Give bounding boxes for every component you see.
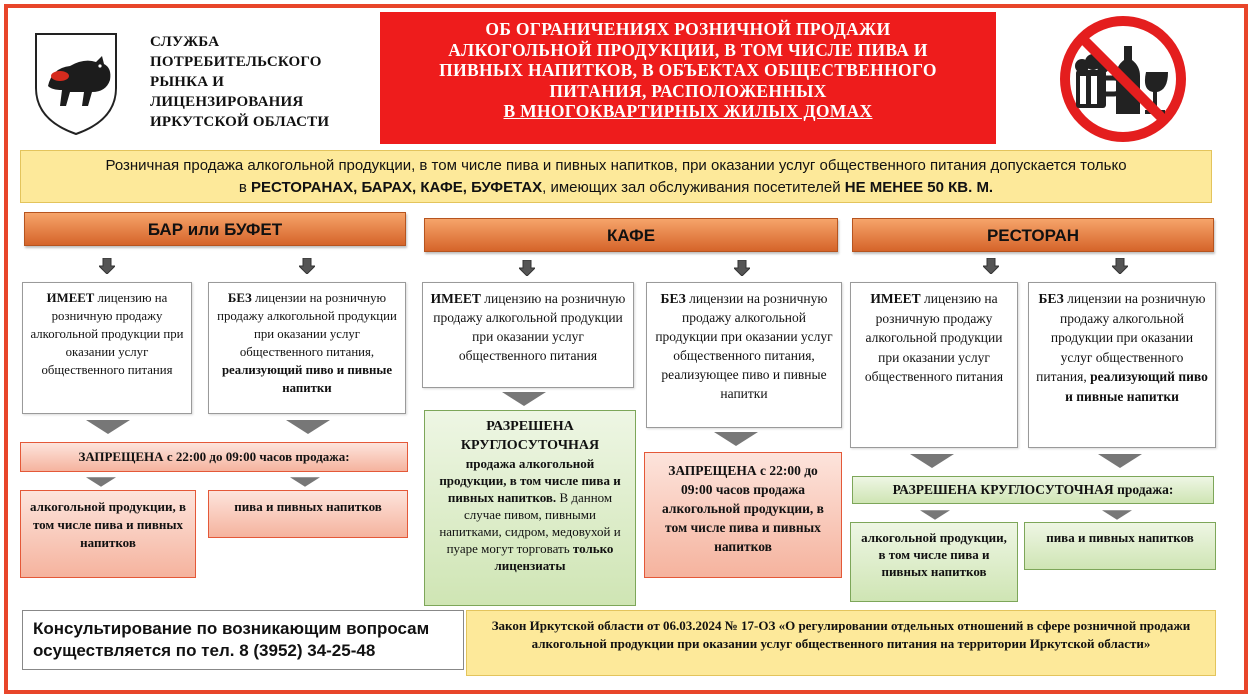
triangle-down-icon — [502, 392, 546, 406]
cafe-unlicensed-box — [646, 282, 842, 428]
allowed-title: РАЗРЕШЕНА — [486, 419, 574, 434]
cafe-allowed-box — [424, 410, 636, 606]
bar-item-beer: пива и пивных напитков — [208, 490, 408, 538]
law-reference: Закон Иркутской области от 06.03.2024 № 17-ОЗ «О регулировании отдельных отношений в сфере розничной продажи алкогольной продукции при оказании услуг общественного питания на территории Иркутской области» — [466, 610, 1216, 676]
intro-area: НЕ МЕНЕЕ 50 КВ. М. — [844, 179, 994, 196]
bar-forbidden-banner — [20, 442, 408, 472]
licensed-text: лицензию на розничную продажу алкогольной продукции при оказании услуг общественного питания — [433, 291, 626, 363]
unlicensed-text: лицензии на розничную продажу алкогольной продукции при оказании услуг общественного питания, — [1036, 291, 1206, 384]
agency-line: ЛИЦЕНЗИРОВАНИЯ — [150, 94, 304, 110]
title-line: ОБ ОГРАНИЧЕНИЯХ РОЗНИЧНОЙ ПРОДАЖИ — [485, 19, 891, 39]
intro-pre: в — [238, 179, 252, 196]
agency-line: РЫНКА И — [150, 74, 225, 90]
triangle-down-icon — [1102, 510, 1132, 520]
intro-banner — [20, 150, 1212, 203]
title-line: АЛКОГОЛЬНОЙ ПРОДУКЦИИ, В ТОМ ЧИСЛЕ ПИВА И — [448, 39, 928, 60]
cafe-header: КАФЕ — [424, 218, 838, 252]
licensed-text: лицензию на розничную продажу алкогольной продукции при оказании услуг общественного питания — [864, 291, 1004, 384]
triangle-down-icon — [1098, 454, 1142, 468]
agency-line: ПОТРЕБИТЕЛЬСКОГО — [150, 54, 322, 70]
consultation-note: Консультирование по возникающим вопросам осуществляется по тел. 8 (3952) 34-25-48 — [22, 610, 464, 670]
allowed-title: КРУГЛОСУТОЧНАЯ — [460, 438, 600, 453]
arrow-down-icon — [734, 260, 750, 276]
title-underlined-line: В МНОГОКВАРТИРНЫХ ЖИЛЫХ ДОМАХ — [503, 101, 873, 121]
allowed-body — [433, 455, 627, 574]
triangle-down-icon — [920, 510, 950, 520]
bar-header: БАР или БУФЕТ — [24, 212, 406, 246]
intro-mid: , имеющих зал обслуживания посетителей — [542, 179, 845, 196]
agency-line: ИРКУТСКОЙ ОБЛАСТИ — [150, 114, 330, 130]
agency-line: СЛУЖБА — [150, 34, 220, 50]
licensed-bold: ИМЕЕТ — [46, 291, 95, 305]
title-line: ПИВНЫХ НАПИТКОВ, В ОБЪЕКТАХ ОБЩЕСТВЕННОГО — [439, 60, 937, 80]
restaurant-unlicensed-box — [1028, 282, 1216, 448]
irkutsk-crest-icon — [30, 28, 122, 138]
unlicensed-text: лицензии на розничную продажу алкогольной продукции при оказании услуг общественного питания, — [217, 291, 397, 359]
cafe-forbidden-box: ЗАПРЕЩЕНА с 22:00 до 09:00 часов продажа алкогольной продукции, в том числе пива и пивных напитков — [644, 452, 842, 578]
allowed-text: В данном случае пивом, пивными напитками, сидром, медовухой и пуаре могут торговать — [439, 490, 621, 556]
arrow-down-icon — [99, 258, 115, 274]
restaurant-licensed-box — [850, 282, 1018, 448]
unlicensed-bold: БЕЗ — [227, 291, 252, 305]
unlicensed-bold2: реализующий пиво и пивные напитки — [221, 363, 393, 395]
triangle-down-icon — [290, 477, 320, 487]
unlicensed-bold: БЕЗ — [660, 291, 686, 306]
intro-line: Розничная продажа алкогольной продукции, в том числе пива и пивных напитков, при оказании услуг общественного питания допускается только — [105, 157, 1127, 174]
agency-name — [150, 32, 370, 132]
licensed-bold: ИМЕЕТ — [430, 291, 481, 306]
unlicensed-bold: БЕЗ — [1038, 291, 1064, 306]
restaurant-item-alcohol: алкогольной продукции, в том числе пива и пивных напитков — [850, 522, 1018, 602]
licensed-bold: ИМЕЕТ — [870, 291, 921, 306]
bar-licensed-box — [22, 282, 192, 414]
unlicensed-text: лицензии на розничную продажу алкогольной продукции при оказании услуг общественного питания, реализующее пиво и пивные напитки — [655, 291, 833, 401]
restaurant-header: РЕСТОРАН — [852, 218, 1214, 252]
allowed-bold2: только лицензиаты — [494, 541, 614, 573]
allowed-bold: РАЗРЕШЕНА КРУГЛОСУТОЧНАЯ — [892, 482, 1114, 497]
bar-item-alcohol: алкогольной продукции, в том числе пива и пивных напитков — [20, 490, 196, 578]
cafe-licensed-box — [422, 282, 634, 388]
forbidden-text: с 22:00 до 09:00 часов продажа: — [163, 449, 350, 464]
triangle-down-icon — [910, 454, 954, 468]
forbidden-bold: ЗАПРЕЩЕНА — [78, 449, 164, 464]
unlicensed-bold2: реализующий пиво и пивные напитки — [1065, 369, 1208, 404]
restaurant-item-beer: пива и пивных напитков — [1024, 522, 1216, 570]
intro-venues: РЕСТОРАНАХ, БАРАХ, КАФЕ, БУФЕТАХ — [251, 179, 543, 196]
arrow-down-icon — [983, 258, 999, 274]
arrow-down-icon — [519, 260, 535, 276]
restaurant-allowed-banner — [852, 476, 1214, 504]
no-alcohol-icon — [1058, 14, 1188, 144]
page-title — [380, 12, 996, 144]
triangle-down-icon — [86, 420, 130, 434]
intro-line-2 — [21, 177, 1211, 199]
arrow-down-icon — [1112, 258, 1128, 274]
title-line: ПИТАНИЯ, РАСПОЛОЖЕННЫХ — [549, 80, 827, 101]
allowed-text: продажа: — [1113, 482, 1174, 497]
triangle-down-icon — [714, 432, 758, 446]
triangle-down-icon — [86, 477, 116, 487]
triangle-down-icon — [286, 420, 330, 434]
bar-unlicensed-box — [208, 282, 406, 414]
arrow-down-icon — [299, 258, 315, 274]
licensed-text: лицензию на розничную продажу алкогольной продукции при оказании услуг общественного питания — [30, 291, 184, 377]
allowed-bold: продажа алкогольной продукции, в том числе пива и пивных напитков. — [439, 456, 621, 505]
